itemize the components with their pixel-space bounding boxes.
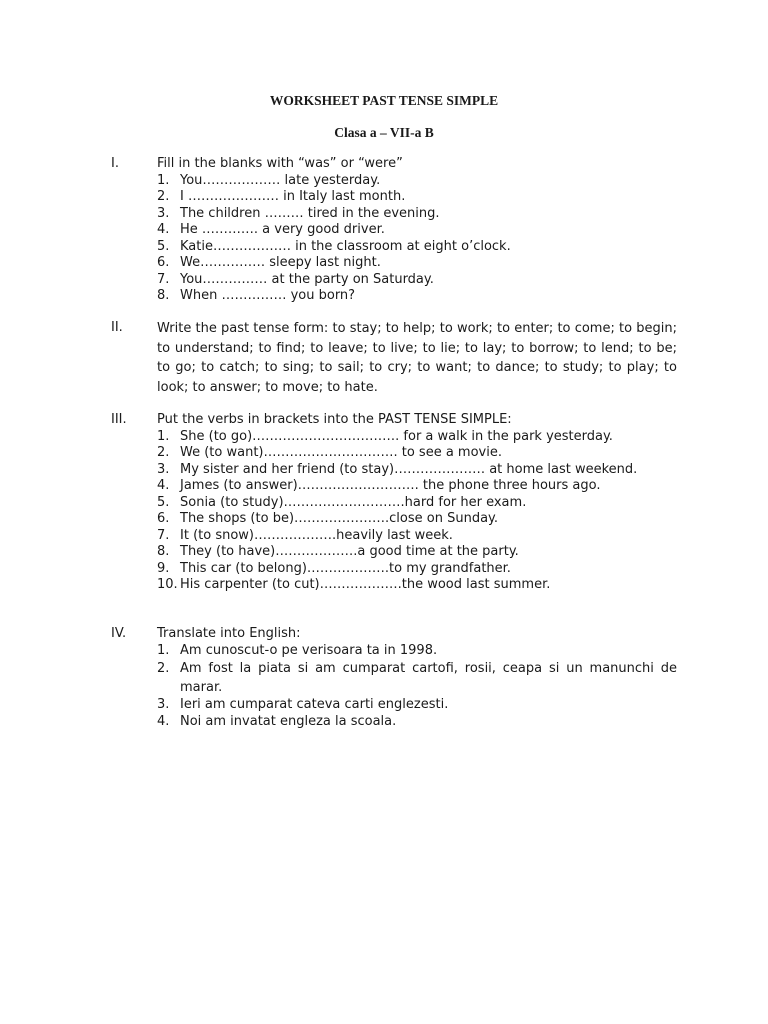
section-number: I.	[111, 156, 119, 171]
list-item: 1. She (to go)……………………………. for a walk in the park yesterday.	[157, 428, 613, 444]
list-item: 9. This car (to belong)……………….to my grandfather.	[157, 560, 511, 576]
list-item: 7. It (to snow)……………….heavily last week.	[157, 527, 453, 543]
section-number: IV.	[111, 626, 127, 641]
section-number: III.	[111, 412, 127, 427]
list-item: 4. James (to answer)………………………. the phone three hours ago.	[157, 478, 601, 493]
list-item: 8. When …………… you born?	[157, 288, 356, 303]
list-item: 10. His carpenter (to cut)……………….the wood last summer.	[157, 577, 551, 592]
list-item: 5. Katie……………… in the classroom at eight o’clock.	[157, 238, 511, 254]
list-item: 7. You…………… at the party on Saturday.	[157, 271, 434, 287]
list-item: 1. Am cunoscut-o pe verisoara ta in 1998.	[157, 642, 438, 658]
list-item: 5. Sonia (to study)……………………….hard for her exam.	[157, 494, 527, 510]
section-instruction: Fill in the blanks with “was” or “were”	[157, 156, 403, 171]
list-item: 3. My sister and her friend (to stay)………………… at home last weekend.	[157, 461, 638, 477]
list-item: 6. We…………… sleepy last night.	[157, 255, 381, 270]
section-instruction: Write the past tense form: to stay; to help; to work; to enter; to come; to begin; to understand; to find; to leave; to live; to lie; to lay; to borrow; to lend; to be; to go; to catch; to sing; to sail; to cry; to want; to dance; to study; to play; to look; to answer; to move; to hate.	[157, 321, 677, 395]
list-item: 8. They (to have)……………….a good time at the party.	[157, 544, 519, 559]
list-item: 2. I ………………… in Italy last month.	[157, 189, 406, 204]
list-item: 4. Noi am invatat engleza la scoala.	[157, 713, 397, 729]
list-item: 6. The shops (to be)………………….close on Sunday.	[157, 511, 499, 526]
list-item: 2. Am fost la piata si am cumparat cartofi, rosii, ceapa si un manunchi de marar.	[157, 661, 677, 695]
list-item: 3. The children ……… tired in the evening.	[157, 205, 440, 221]
list-item: 4. He …………. a very good driver.	[157, 222, 385, 237]
list-item: 3. Ieri am cumparat cateva carti englezesti.	[157, 697, 449, 712]
section-instruction: Translate into English:	[157, 626, 301, 641]
worksheet-title: WORKSHEET PAST TENSE SIMPLE	[269, 93, 499, 108]
section-instruction: Put the verbs in brackets into the PAST TENSE SIMPLE:	[157, 412, 512, 427]
section-number: II.	[111, 320, 123, 335]
list-item: 1. You……………… late yesterday.	[157, 172, 381, 188]
class-subtitle: Clasa a – VII-a B	[334, 125, 434, 140]
list-item: 2. We (to want)…………………………. to see a movie.	[157, 445, 502, 460]
